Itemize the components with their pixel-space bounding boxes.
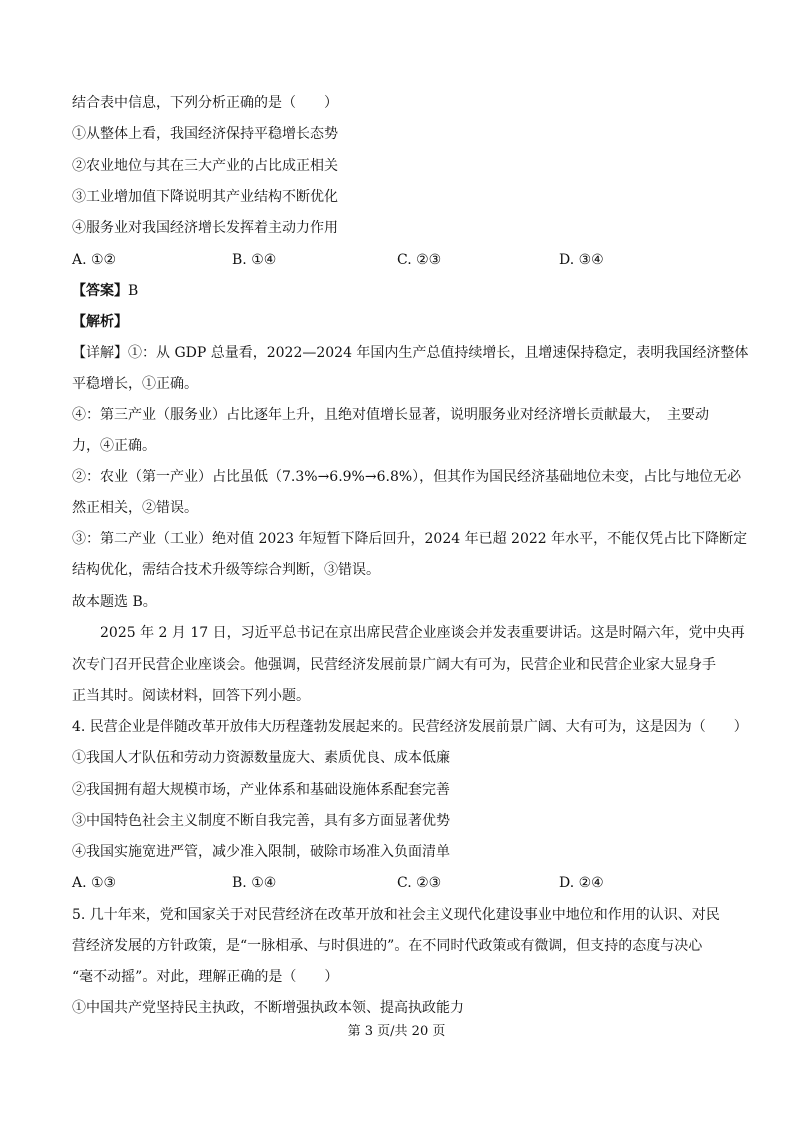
material-line-2: 次专门召开民营企业座谈会。他强调，民营经济发展前景广阔大有可为，民营企业和民营企业家大显身手 — [72, 657, 716, 673]
q4-answer-options — [72, 873, 732, 893]
q5-stem-line-3: “毫不动摇”。对此，理解正确的是（ ） — [72, 969, 339, 985]
detail-line-4: 力，④正确。 — [72, 438, 156, 454]
page-number: 第 3 页/共 20 页 — [347, 1024, 446, 1039]
statement-4: ④服务业对我国经济增长发挥着主动力作用 — [72, 220, 338, 236]
answer-options — [72, 250, 732, 270]
detail-line-8: 结构优化，需结合技术升级等综合判断，③错误。 — [72, 562, 380, 578]
q4-statement-3: ③中国特色社会主义制度不断自我完善，具有多方面显著优势 — [72, 813, 450, 829]
answer-line — [72, 281, 138, 301]
detail-conclusion: 故本题选 B。 — [72, 594, 157, 610]
q4-option-c: C. ②③ — [397, 875, 442, 891]
detail-line-2: 平稳增长，①正确。 — [72, 376, 198, 392]
q4-statement-4: ④我国实施宽进严管，减少准入限制，破除市场准入负面清单 — [72, 844, 450, 860]
q4-statement-2: ②我国拥有超大规模市场，产业体系和基础设施体系配套完善 — [72, 782, 450, 798]
q4-statement-1: ①我国人才队伍和劳动力资源数量庞大、素质优良、成本低廉 — [72, 750, 450, 766]
statement-1: ①从整体上看，我国经济保持平稳增长态势 — [72, 126, 338, 142]
detail-line-7: ③：第二产业（工业）绝对值 2023 年短暂下降后回升，2024 年已超 2022 年水平，不能仅凭占比下降断定 — [72, 531, 748, 547]
q5-statement-1: ①中国共产党坚持民主执政，不断增强执政本领、提高执政能力 — [72, 1000, 464, 1016]
statement-3: ③工业增加值下降说明其产业结构不断优化 — [72, 189, 338, 205]
detail-line-3: ④：第三产业（服务业）占比逐年上升，且绝对值增长显著，说明服务业对经济增长贡献最大， 主要动 — [72, 407, 709, 423]
answer-label: 【答案】 — [72, 283, 128, 299]
detail-line-1: 【详解】①：从 GDP 总量看，2022—2024 年国内生产总值持续增长，且增速保持稳定，表明我国经济整体 — [72, 345, 749, 361]
statement-2: ②农业地位与其在三大产业的占比成正相关 — [72, 158, 338, 174]
detail-line-5: ②：农业（第一产业）占比虽低（7.3%→6.9%→6.8%），但其作为国民经济基础地位未变，占比与地位无必 — [72, 469, 742, 485]
option-b: B. ①④ — [232, 252, 277, 268]
q5-stem-line-2: 营经济发展的方针政策，是“一脉相承、与时俱进的”。在不同时代政策或有微调，但支持的态度与决心 — [72, 938, 703, 954]
material-line-1: 2025 年 2 月 17 日，习近平总书记在京出席民营企业座谈会并发表重要讲话。这是时隔六年，党中央再 — [100, 625, 745, 641]
option-c: C. ②③ — [397, 252, 442, 268]
q4-option-b: B. ①④ — [232, 875, 277, 891]
material-line-3: 正当其时。阅读材料，回答下列小题。 — [72, 688, 310, 704]
question-stem: 结合表中信息，下列分析正确的是（ ） — [72, 95, 338, 111]
q5-stem-line-1: 5. 几十年来，党和国家关于对民营经济在改革开放和社会主义现代化建设事业中地位和作用的认识、对民 — [72, 907, 720, 923]
q4-option-a: A. ①③ — [72, 875, 117, 891]
detail-line-6: 然正相关，②错误。 — [72, 500, 198, 516]
q4-stem: 4. 民营企业是伴随改革开放伟大历程蓬勃发展起来的。民营经济发展前景广阔、大有可为，这是因为（ ） — [72, 719, 748, 735]
option-d: D. ③④ — [559, 252, 604, 268]
answer-value: B — [128, 283, 139, 299]
analysis-label: 【解析】 — [72, 314, 128, 330]
q4-option-d: D. ②④ — [559, 875, 604, 891]
option-a: A. ①② — [72, 252, 117, 268]
